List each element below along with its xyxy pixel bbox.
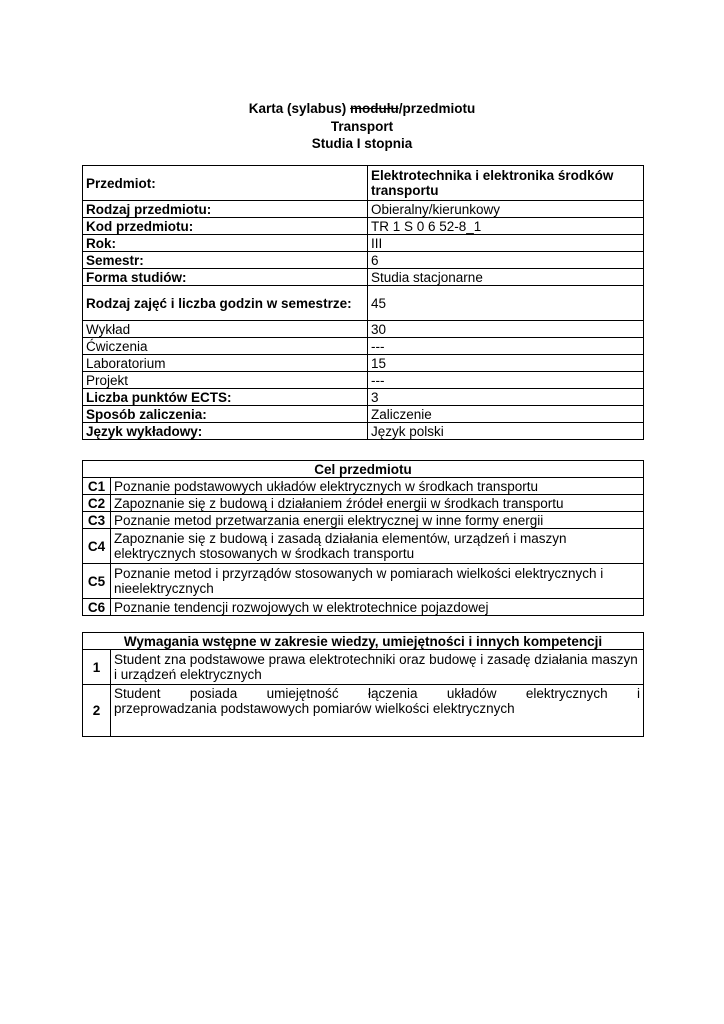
info-label: Liczba punktów ECTS: [83, 389, 368, 406]
info-label: Kod przedmiotu: [83, 218, 368, 235]
requirements-title: Wymagania wstępne w zakresie wiedzy, umiejętności i innych kompetencji [83, 633, 644, 650]
goal-text: Zapoznanie się z budową i działaniem źródeł energii w środkach transportu [111, 495, 644, 512]
table-row [83, 166, 644, 201]
info-label: Przedmiot: [83, 166, 368, 201]
header-field: Transport [330, 118, 394, 134]
table-row [83, 269, 644, 286]
table-row [83, 201, 644, 218]
requirement-text-line: Student posiada umiejętność łączenia układów elektrycznych i [114, 686, 640, 701]
table-row [83, 286, 644, 321]
table-row [83, 235, 644, 252]
table-row [83, 529, 644, 564]
table-row [83, 389, 644, 406]
info-value: Język polski [368, 423, 644, 440]
goal-text: Zapoznanie się z budową i zasadą działania elementów, urządzeń i maszyn elektrycznych stosowanych w środkach transportu [111, 529, 644, 564]
table-header-row [83, 633, 644, 650]
info-label: Forma studiów: [83, 269, 368, 286]
requirement-text-line: przeprowadzania podstawowych pomiarów wielkości elektrycznych [114, 701, 515, 716]
header-level: Studia I stopnia [311, 136, 413, 151]
info-label: Rodzaj zajęć i liczba godzin w semestrze: [83, 286, 368, 321]
goal-code: C5 [83, 564, 111, 599]
info-value: TR 1 S 0 6 52-8_1 [368, 218, 644, 235]
requirement-code: 1 [83, 650, 111, 685]
goal-code: C6 [83, 599, 111, 616]
info-value: Obieralny/kierunkowy [368, 201, 644, 218]
table-row [83, 218, 644, 235]
info-value: 45 [368, 286, 644, 321]
goal-code: C1 [83, 478, 111, 495]
goal-code: C4 [83, 529, 111, 564]
info-label: Ćwiczenia [83, 338, 368, 355]
table-row [83, 338, 644, 355]
requirement-code: 2 [83, 685, 111, 737]
info-label: Język wykładowy: [83, 423, 368, 440]
info-value: 30 [368, 321, 644, 338]
course-info-table [82, 165, 644, 440]
requirement-text [111, 685, 644, 737]
info-label: Rodzaj przedmiotu: [83, 201, 368, 218]
table-row [83, 355, 644, 372]
info-label: Projekt [83, 372, 368, 389]
goal-code: C3 [83, 512, 111, 529]
info-value: Zaliczenie [368, 406, 644, 423]
table-row [83, 650, 644, 685]
goals-title: Cel przedmiotu [83, 461, 644, 478]
table-row [83, 321, 644, 338]
goal-text: Poznanie tendencji rozwojowych w elektrotechnice pojazdowej [111, 599, 644, 616]
info-value: --- [368, 338, 644, 355]
table-row [83, 512, 644, 529]
goal-code: C2 [83, 495, 111, 512]
info-value: 6 [368, 252, 644, 269]
table-row [83, 423, 644, 440]
info-value: Elektrotechnika i elektronika środków transportu [368, 166, 644, 201]
header-title: Karta (sylabus) modułu/przedmiotu [248, 101, 476, 116]
course-goals-table [82, 460, 644, 616]
table-row [83, 564, 644, 599]
info-label: Rok: [83, 235, 368, 252]
info-value: 15 [368, 355, 644, 372]
table-row [83, 406, 644, 423]
goal-text: Poznanie metod i przyrządów stosowanych w pomiarach wielkości elektrycznych i nieelektrycznych [111, 564, 644, 599]
table-row [83, 478, 644, 495]
goal-text: Poznanie podstawowych układów elektrycznych w środkach transportu [111, 478, 644, 495]
info-label: Semestr: [83, 252, 368, 269]
table-row [83, 495, 644, 512]
table-header-row [83, 461, 644, 478]
table-row [83, 685, 644, 737]
table-row [83, 372, 644, 389]
struck-word: modułu [350, 101, 399, 116]
requirement-text: Student zna podstawowe prawa elektrotechniki oraz budowę i zasadę działania maszyn i urządzeń elektrycznych [111, 650, 644, 685]
goal-text: Poznanie metod przetwarzania energii elektrycznej w inne formy energii [111, 512, 644, 529]
info-value: Studia stacjonarne [368, 269, 644, 286]
table-row [83, 252, 644, 269]
info-label: Laboratorium [83, 355, 368, 372]
info-value: 3 [368, 389, 644, 406]
info-value: --- [368, 372, 644, 389]
info-value: III [368, 235, 644, 252]
requirements-table [82, 632, 644, 737]
table-row [83, 599, 644, 616]
info-label: Sposób zaliczenia: [83, 406, 368, 423]
document-header [0, 100, 724, 153]
info-label: Wykład [83, 321, 368, 338]
